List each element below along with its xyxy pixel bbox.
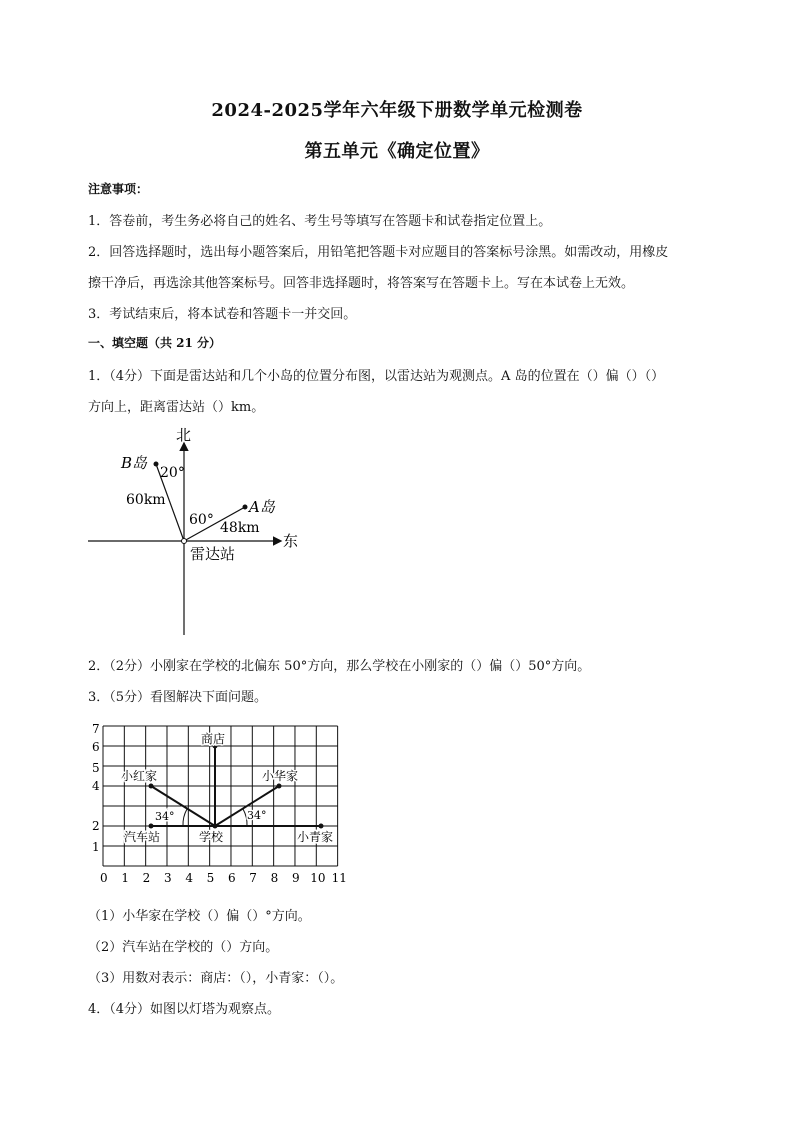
y-tick-label: 5 — [92, 761, 100, 775]
north-label: 北 — [176, 426, 192, 444]
xiaohong-label: 小红家 — [121, 769, 158, 783]
xiaohua-point — [277, 784, 282, 789]
shop-label: 商店 — [201, 732, 226, 746]
x-tick-label: 1 — [121, 871, 129, 885]
x-tick-label: 8 — [270, 871, 279, 885]
section-heading: 一、填空题（共 21 分） — [88, 336, 222, 350]
xiaoqing-label: 小青家 — [297, 830, 334, 844]
xiaoqing-point — [319, 824, 324, 829]
dist-a-label: 48km — [220, 520, 260, 536]
x-tick-label: 9 — [291, 871, 300, 885]
question-3-sub-3: （3）用数对表示：商店：（），小青家：（）。 — [88, 971, 344, 986]
angle-arc-left — [183, 809, 187, 826]
x-tick-label: 4 — [185, 871, 193, 885]
note-item-3: 3．考试结束后，将本试卷和答题卡一并交回。 — [88, 307, 357, 322]
question-1-line1: 1．（4分）下面是雷达站和几个小岛的位置分布图，以雷达站为观测点。A 岛的位置在（）偏（）（） — [88, 369, 665, 384]
angle-b-label: 20° — [160, 465, 185, 481]
radar-figure — [80, 420, 320, 645]
x-tick-label: 0 — [100, 871, 108, 885]
y-tick-label: 6 — [92, 740, 100, 754]
x-tick-label: 2 — [142, 871, 151, 885]
bus-point — [149, 824, 154, 829]
question-3: 3．（5分）看图解决下面问题。 — [88, 690, 268, 705]
note-item-1: 1．答卷前，考生务必将自己的姓名、考生号等填写在答题卡和试卷指定位置上。 — [88, 214, 552, 229]
school-point — [213, 824, 218, 829]
question-3-sub-2: （2）汽车站在学校的（）方向。 — [88, 940, 279, 955]
y-tick-label: 1 — [92, 840, 100, 854]
angle-a-label: 60° — [189, 512, 214, 528]
y-tick-label: 2 — [92, 819, 100, 833]
station-point — [182, 539, 187, 544]
unit-title: 第五单元《确定位置》 — [304, 141, 490, 162]
question-3-sub-1: （1）小华家在学校（）偏（）°方向。 — [88, 909, 311, 924]
y-tick-label: 7 — [92, 722, 100, 736]
angle-right-label: 34° — [247, 809, 267, 822]
x-tick-label: 7 — [249, 871, 257, 885]
b-island-point — [154, 462, 159, 467]
east-label: 东 — [283, 532, 299, 550]
a-island-point — [243, 505, 248, 510]
station-label: 雷达站 — [190, 545, 236, 563]
question-2: 2．（2分）小刚家在学校的北偏东 50°方向，那么学校在小刚家的（）偏（）50°方向。 — [88, 659, 591, 674]
grid-lines — [103, 726, 338, 866]
a-island-label: A岛 — [249, 498, 275, 516]
x-tick-label: 3 — [163, 871, 172, 885]
note-item-2: 2．回答选择题时，选出每小题答案后，用铅笔把答题卡对应题目的答案标号涂黑。如需改动，用橡皮 — [88, 245, 669, 260]
x-tick-label: 11 — [331, 871, 347, 885]
dist-b-label: 60km — [126, 492, 166, 508]
bus-label: 汽车站 — [124, 830, 161, 844]
x-tick-label: 5 — [206, 871, 215, 885]
question-4: 4．（4分）如图以灯塔为观察点。 — [88, 1002, 281, 1017]
exam-title: 2024-2025学年六年级下册数学单元检测卷 — [211, 100, 583, 121]
xiaohong-point — [149, 784, 154, 789]
school-label: 学校 — [199, 830, 224, 844]
xiaohua-label: 小华家 — [262, 769, 299, 783]
x-tick-label: 6 — [227, 871, 236, 885]
b-island-label: B岛 — [121, 454, 148, 472]
note-item-2-cont: 擦干净后，再选涂其他答案标号。回答非选择题时，将答案写在答题卡上。写在本试卷上无效。 — [88, 276, 635, 291]
y-tick-label: 4 — [92, 779, 100, 793]
question-1-line2: 方向上，距离雷达站（）km。 — [88, 400, 265, 415]
x-tick-label: 10 — [310, 871, 326, 885]
angle-left-label: 34° — [155, 810, 175, 823]
coordinate-grid-figure — [90, 720, 360, 890]
notes-heading: 注意事项： — [88, 182, 149, 196]
